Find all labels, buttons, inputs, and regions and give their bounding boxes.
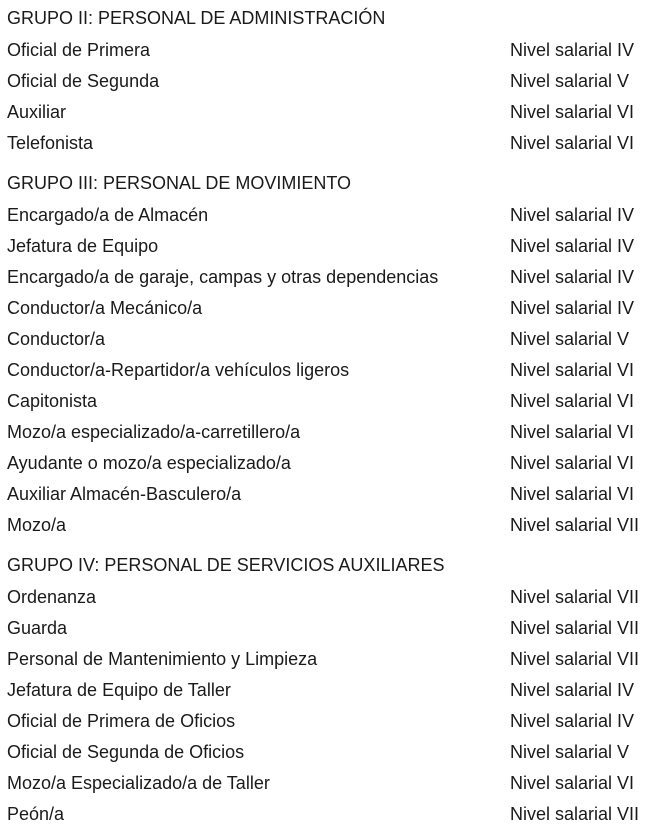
salary-level: Nivel salarial VI: [510, 453, 635, 473]
salary-level: Nivel salarial IV: [510, 680, 635, 700]
personnel-group: [7, 169, 655, 541]
job-title: Ordenanza: [7, 587, 97, 607]
salary-level: Nivel salarial VI: [510, 391, 635, 411]
job-row: [7, 128, 655, 159]
salary-level: Nivel salarial IV: [510, 267, 635, 287]
job-row: [7, 355, 655, 386]
job-title: Conductor/a: [7, 329, 106, 349]
job-title: Oficial de Segunda: [7, 71, 160, 91]
job-title: Auxiliar Almacén-Basculero/a: [7, 484, 242, 504]
salary-level: Nivel salarial VI: [510, 360, 635, 380]
job-row: [7, 66, 655, 97]
job-title: Encargado/a de Almacén: [7, 205, 209, 225]
job-row: [7, 613, 655, 644]
job-row: [7, 200, 655, 231]
job-row: [7, 448, 655, 479]
job-row: [7, 35, 655, 66]
job-title: Personal de Mantenimiento y Limpieza: [7, 649, 318, 669]
salary-level: Nivel salarial VII: [510, 649, 640, 669]
personnel-group: [7, 551, 655, 830]
job-title: Oficial de Primera de Oficios: [7, 711, 236, 731]
salary-level: Nivel salarial IV: [510, 205, 635, 225]
job-row: [7, 768, 655, 799]
salary-level: Nivel salarial VII: [510, 804, 640, 824]
job-title: Mozo/a especializado/a-carretillero/a: [7, 422, 301, 442]
salary-level: Nivel salarial IV: [510, 236, 635, 256]
group-title: GRUPO III: PERSONAL DE MOVIMIENTO: [7, 173, 352, 193]
salary-level: Nivel salarial V: [510, 329, 630, 349]
job-title: Jefatura de Equipo: [7, 236, 159, 256]
salary-level: Nivel salarial VI: [510, 102, 635, 122]
salary-level: Nivel salarial VI: [510, 773, 635, 793]
group-title: GRUPO IV: PERSONAL DE SERVICIOS AUXILIARES: [7, 555, 445, 575]
job-title: Oficial de Segunda de Oficios: [7, 742, 245, 762]
job-title: Ayudante o mozo/a especializado/a: [7, 453, 291, 473]
job-row: [7, 324, 655, 355]
job-row: [7, 386, 655, 417]
job-row: [7, 293, 655, 324]
salary-level: Nivel salarial VI: [510, 133, 635, 153]
salary-level: Nivel salarial VII: [510, 515, 640, 535]
job-row: [7, 799, 655, 830]
salary-level: Nivel salarial V: [510, 71, 630, 91]
job-title: Conductor/a-Repartidor/a vehículos ligeros: [7, 360, 350, 380]
salary-level: Nivel salarial V: [510, 742, 630, 762]
job-title: Peón/a: [7, 804, 65, 824]
job-title: Jefatura de Equipo de Taller: [7, 680, 231, 700]
salary-levels-document: [7, 4, 655, 830]
job-title: Oficial de Primera: [7, 40, 151, 60]
job-title: Capitonista: [7, 391, 98, 411]
job-title: Guarda: [7, 618, 68, 638]
job-row: [7, 510, 655, 541]
salary-level: Nivel salarial IV: [510, 298, 635, 318]
job-title: Mozo/a Especializado/a de Taller: [7, 773, 270, 793]
job-row: [7, 97, 655, 128]
job-title: Encargado/a de garaje, campas y otras dependencias: [7, 267, 439, 287]
salary-level: Nivel salarial IV: [510, 711, 635, 731]
job-title: Mozo/a: [7, 515, 67, 535]
group-title: GRUPO II: PERSONAL DE ADMINISTRACIÓN: [7, 8, 386, 28]
job-row: [7, 262, 655, 293]
job-title: Auxiliar: [7, 102, 67, 122]
job-title: Conductor/a Mecánico/a: [7, 298, 203, 318]
personnel-group: [7, 4, 655, 159]
job-title: Telefonista: [7, 133, 94, 153]
salary-level: Nivel salarial VII: [510, 618, 640, 638]
salary-level: Nivel salarial VII: [510, 587, 640, 607]
job-row: [7, 675, 655, 706]
salary-level: Nivel salarial VI: [510, 422, 635, 442]
job-row: [7, 417, 655, 448]
job-row: [7, 706, 655, 737]
job-row: [7, 479, 655, 510]
job-row: [7, 582, 655, 613]
salary-level: Nivel salarial IV: [510, 40, 635, 60]
salary-level: Nivel salarial VI: [510, 484, 635, 504]
job-row: [7, 737, 655, 768]
job-row: [7, 231, 655, 262]
job-row: [7, 644, 655, 675]
